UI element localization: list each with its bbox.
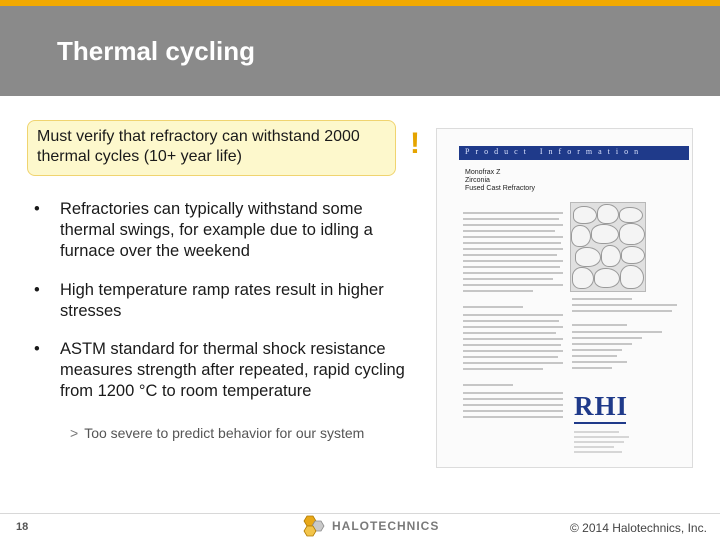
bullet-marker: • xyxy=(34,281,40,299)
rhi-logo: RHI xyxy=(574,391,629,421)
micrograph-image xyxy=(570,202,646,292)
product-sheet-image xyxy=(436,128,693,468)
sub-bullet-text: Too severe to predict behavior for our system xyxy=(84,425,365,441)
page-number: 18 xyxy=(16,521,29,533)
product-line: Monofrax Z xyxy=(465,169,501,176)
footer-brand: HALOTECHNICS xyxy=(332,519,440,533)
bullet-marker: • xyxy=(34,340,40,358)
product-line: Fused Cast Refractory xyxy=(465,185,536,192)
rhi-logo-underline xyxy=(574,422,626,424)
bullet-text: ASTM standard for thermal shock resistance measures strength after repeated, rapid cycling from 1200 °C to room temperature xyxy=(60,340,405,400)
copyright-text: © 2014 Halotechnics, Inc. xyxy=(570,521,707,535)
callout-box: Must verify that refractory can withstand 2000 thermal cycles (10+ year life) xyxy=(27,120,396,176)
slide-header xyxy=(0,6,720,96)
product-sheet-footer-lines xyxy=(574,429,634,459)
bullet-marker: • xyxy=(34,200,40,218)
sub-bullet xyxy=(70,425,364,441)
sub-bullet-marker: > xyxy=(70,425,79,441)
slide-title: Thermal cycling xyxy=(57,36,255,66)
bullet-text: Refractories can typically withstand some thermal swings, for example due to idling a furnace over the weekend xyxy=(60,200,373,260)
product-sheet-header: Product Information xyxy=(465,147,645,156)
exclamation-mark: ! xyxy=(410,127,420,160)
product-title-block xyxy=(465,169,565,193)
product-sheet-text-lines xyxy=(463,209,567,439)
bullet-text: High temperature ramp rates result in higher stresses xyxy=(60,281,384,320)
halotechnics-logo xyxy=(300,514,460,538)
hexagon-logo-icon xyxy=(300,515,328,537)
product-line: Zirconia xyxy=(465,177,490,184)
product-sheet-side-lines xyxy=(572,295,682,385)
